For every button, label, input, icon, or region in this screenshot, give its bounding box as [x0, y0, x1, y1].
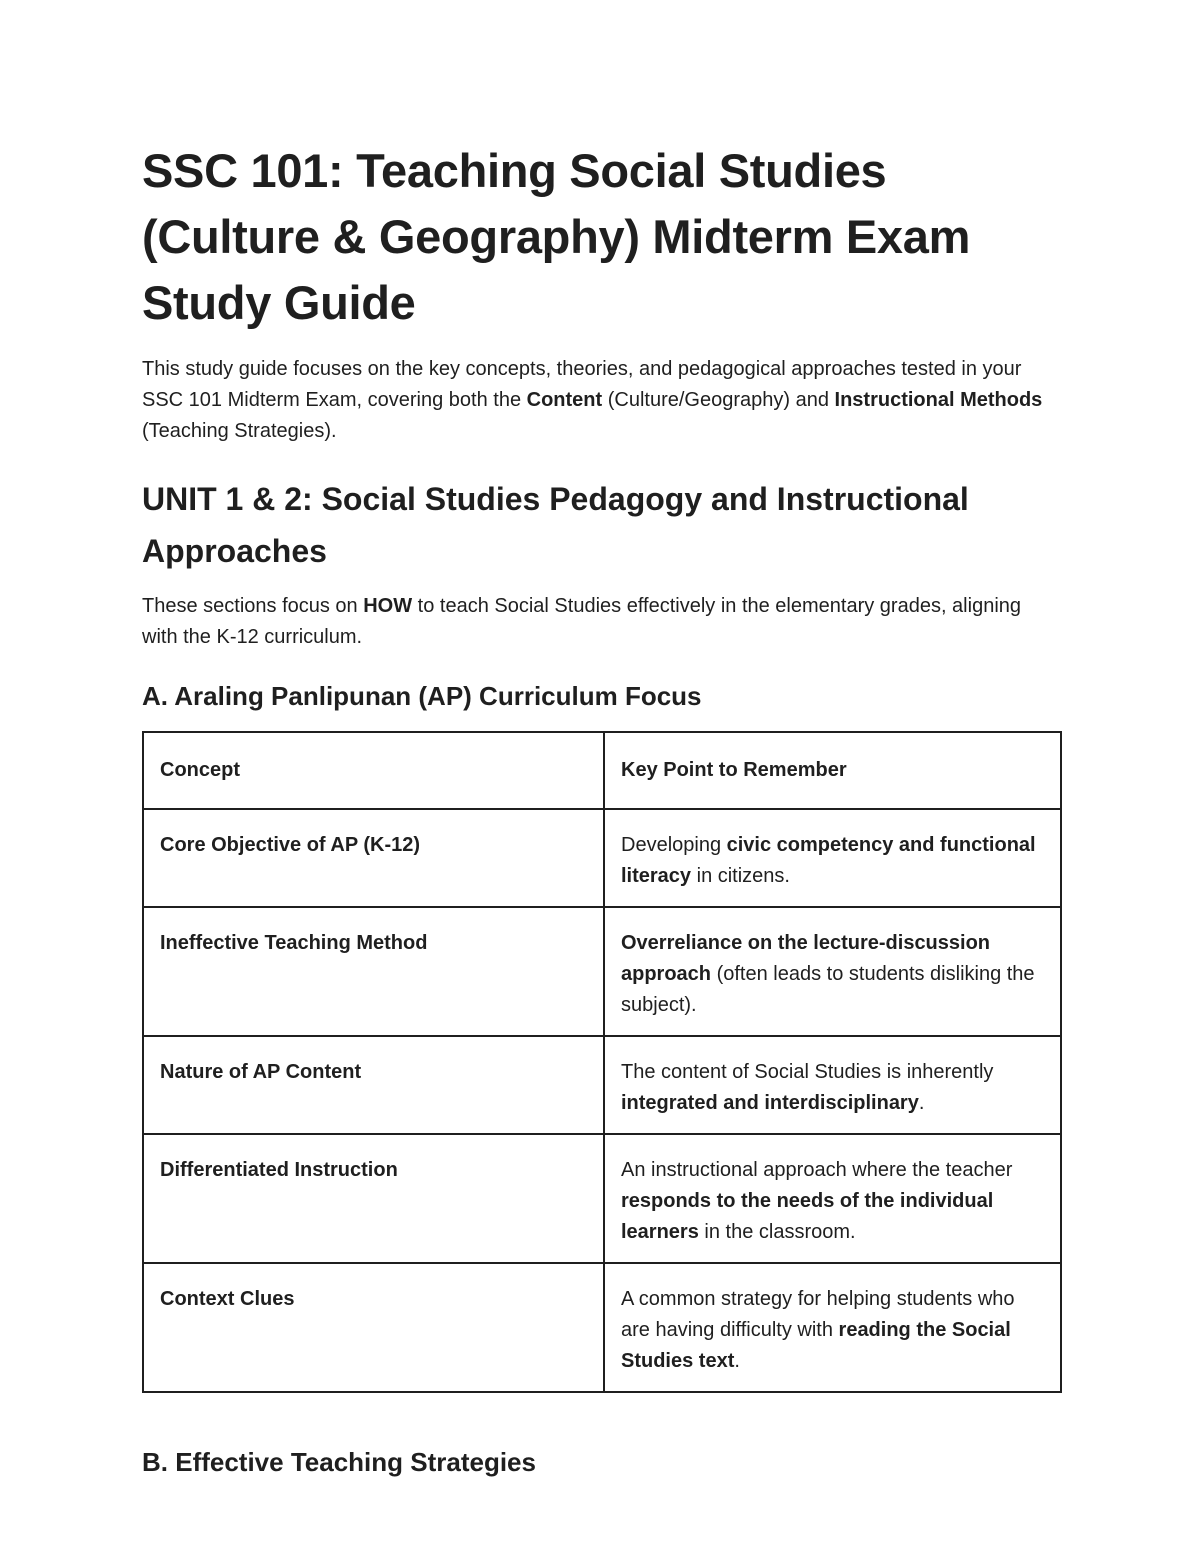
row-key-point [604, 1134, 1061, 1263]
key-point-text: An instructional approach where the teacher [621, 1159, 1013, 1181]
table-row [143, 1036, 1061, 1134]
row-key-point [604, 907, 1061, 1036]
intro-text-1: This study guide focuses on the key concepts, theories, and pedagogical approaches tested in your SSC 101 Midterm Exam, covering both the [142, 358, 1022, 411]
table-row [143, 907, 1061, 1036]
document-page [142, 138, 1062, 1479]
header-concept: Concept [143, 732, 604, 809]
unit-bold-how: HOW [363, 595, 413, 617]
row-concept: Core Objective of AP (K-12) [143, 809, 604, 907]
table-row [143, 1134, 1061, 1263]
row-concept: Ineffective Teaching Method [143, 907, 604, 1036]
key-point-text: A common strategy for helping students who are having difficulty with [621, 1288, 1015, 1341]
curriculum-focus-table [142, 731, 1062, 1393]
key-point-text: in citizens. [691, 865, 790, 887]
key-point-text: (often leads to students disliking the subject). [621, 963, 1035, 1016]
unit-text-1: These sections focus on [142, 595, 364, 617]
key-point-text: The content of Social Studies is inherently [621, 1061, 994, 1083]
intro-text-3: (Teaching Strategies). [142, 420, 337, 442]
key-point-bold: integrated and interdisciplinary [621, 1092, 919, 1114]
section-a-heading: A. Araling Panlipunan (AP) Curriculum Focus [142, 681, 702, 711]
key-point-bold: Overreliance on the lecture-discussion approach [621, 932, 991, 985]
intro-text-2: (Culture/Geography) and [602, 389, 835, 411]
row-concept: Nature of AP Content [143, 1036, 604, 1134]
key-point-bold: reading the Social Studies text [621, 1319, 1011, 1372]
row-key-point [604, 1036, 1061, 1134]
header-key-point: Key Point to Remember [604, 732, 1061, 809]
row-key-point [604, 809, 1061, 907]
intro-paragraph [142, 354, 1062, 447]
row-concept: Differentiated Instruction [143, 1134, 604, 1263]
intro-bold-methods: Instructional Methods [834, 389, 1043, 411]
key-point-text: . [734, 1350, 740, 1372]
row-concept: Context Clues [143, 1263, 604, 1392]
key-point-bold: responds to the needs of the individual learners [621, 1190, 994, 1243]
row-key-point [604, 1263, 1061, 1392]
table-row [143, 1263, 1061, 1392]
key-point-bold: civic competency and functional literacy [621, 834, 1036, 887]
section-b-heading: B. Effective Teaching Strategies [142, 1447, 536, 1477]
key-point-text: in the classroom. [698, 1221, 856, 1243]
unit-heading: UNIT 1 & 2: Social Studies Pedagogy and Instructional Approaches [142, 481, 969, 569]
unit-paragraph [142, 591, 1062, 653]
page-title: SSC 101: Teaching Social Studies (Culture & Geography) Midterm Exam Study Guide [142, 144, 971, 329]
table-header-row [143, 732, 1061, 809]
key-point-text: Developing [621, 834, 727, 856]
unit-text-2: to teach Social Studies effectively in the elementary grades, aligning with the K-12 curriculum. [142, 595, 1022, 648]
intro-bold-content: Content [526, 389, 603, 411]
table-row [143, 809, 1061, 907]
key-point-text: . [918, 1092, 925, 1114]
